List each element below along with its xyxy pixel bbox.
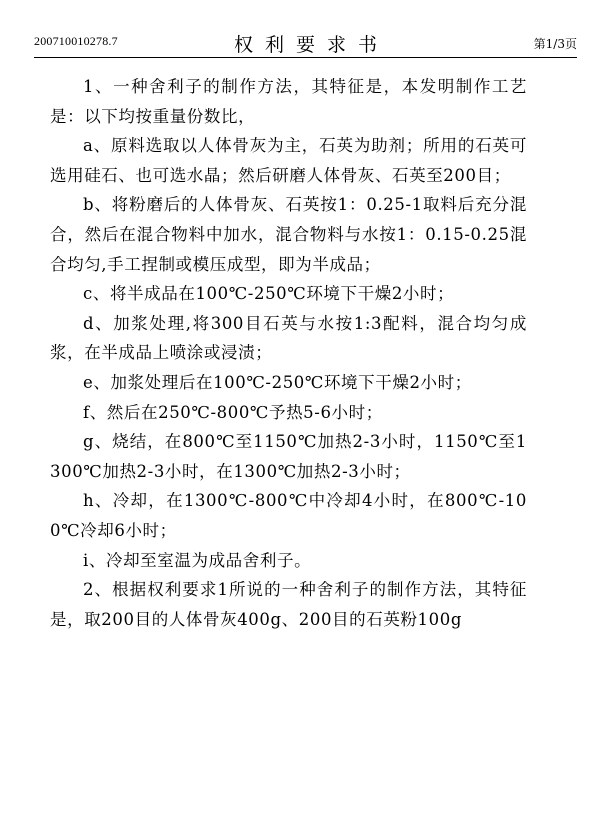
claims-body [50,72,527,634]
page-header [34,30,577,54]
claim-step-d: d、加浆处理,将300目石英与水按1:3配料，混合均匀成浆，在半成品上喷涂或浸渍； [50,313,527,363]
claim-step-h: h、冷却，在1300℃-800℃中冷却4小时，在800℃-100℃冷却6小时； [50,491,527,540]
claim-1-intro: 1、一种舍利子的制作方法，其特征是，本发明制作工艺是：以下均按重量份数比， [50,77,527,126]
header-divider [34,57,577,58]
claim-step-i: i、冷却至室温为成品舍利子。 [83,550,312,570]
claim-step-a: a、原料选取以人体骨灰为主，石英为助剂；所用的石英可选用硅石、也可选水晶；然后研磨人体骨灰、石英至200目； [50,136,527,185]
claim-step-e: e、加浆处理后在100℃-250℃环境下干燥2小时； [83,372,472,392]
page-title: 权利要求书 [233,34,389,56]
page-number: 第1/3页 [533,37,577,51]
application-number: 200710010278.7 [34,34,118,48]
claim-step-c: c、将半成品在100℃-250℃环境下干燥2小时； [83,284,455,304]
claim-2: 2、根据权利要求1所说的一种舍利子的制作方法，其特征是，取200目的人体骨灰400g、200目的石英粉100g [50,580,527,629]
claim-step-b: b、将粉磨后的人体骨灰、石英按1：0.25-1取料后充分混合，然后在混合物料中加水，混合物料与水按1：0.15-0.25混合均匀,手工捏制或模压成型，即为半成品； [50,195,527,274]
claim-step-g: g、烧结，在800℃至1150℃加热2-3小时，1150℃至1300℃加热2-3小时，在1300℃加热2-3小时； [50,432,527,481]
claim-step-f: f、然后在250℃-800℃予热5-6小时； [83,402,383,422]
